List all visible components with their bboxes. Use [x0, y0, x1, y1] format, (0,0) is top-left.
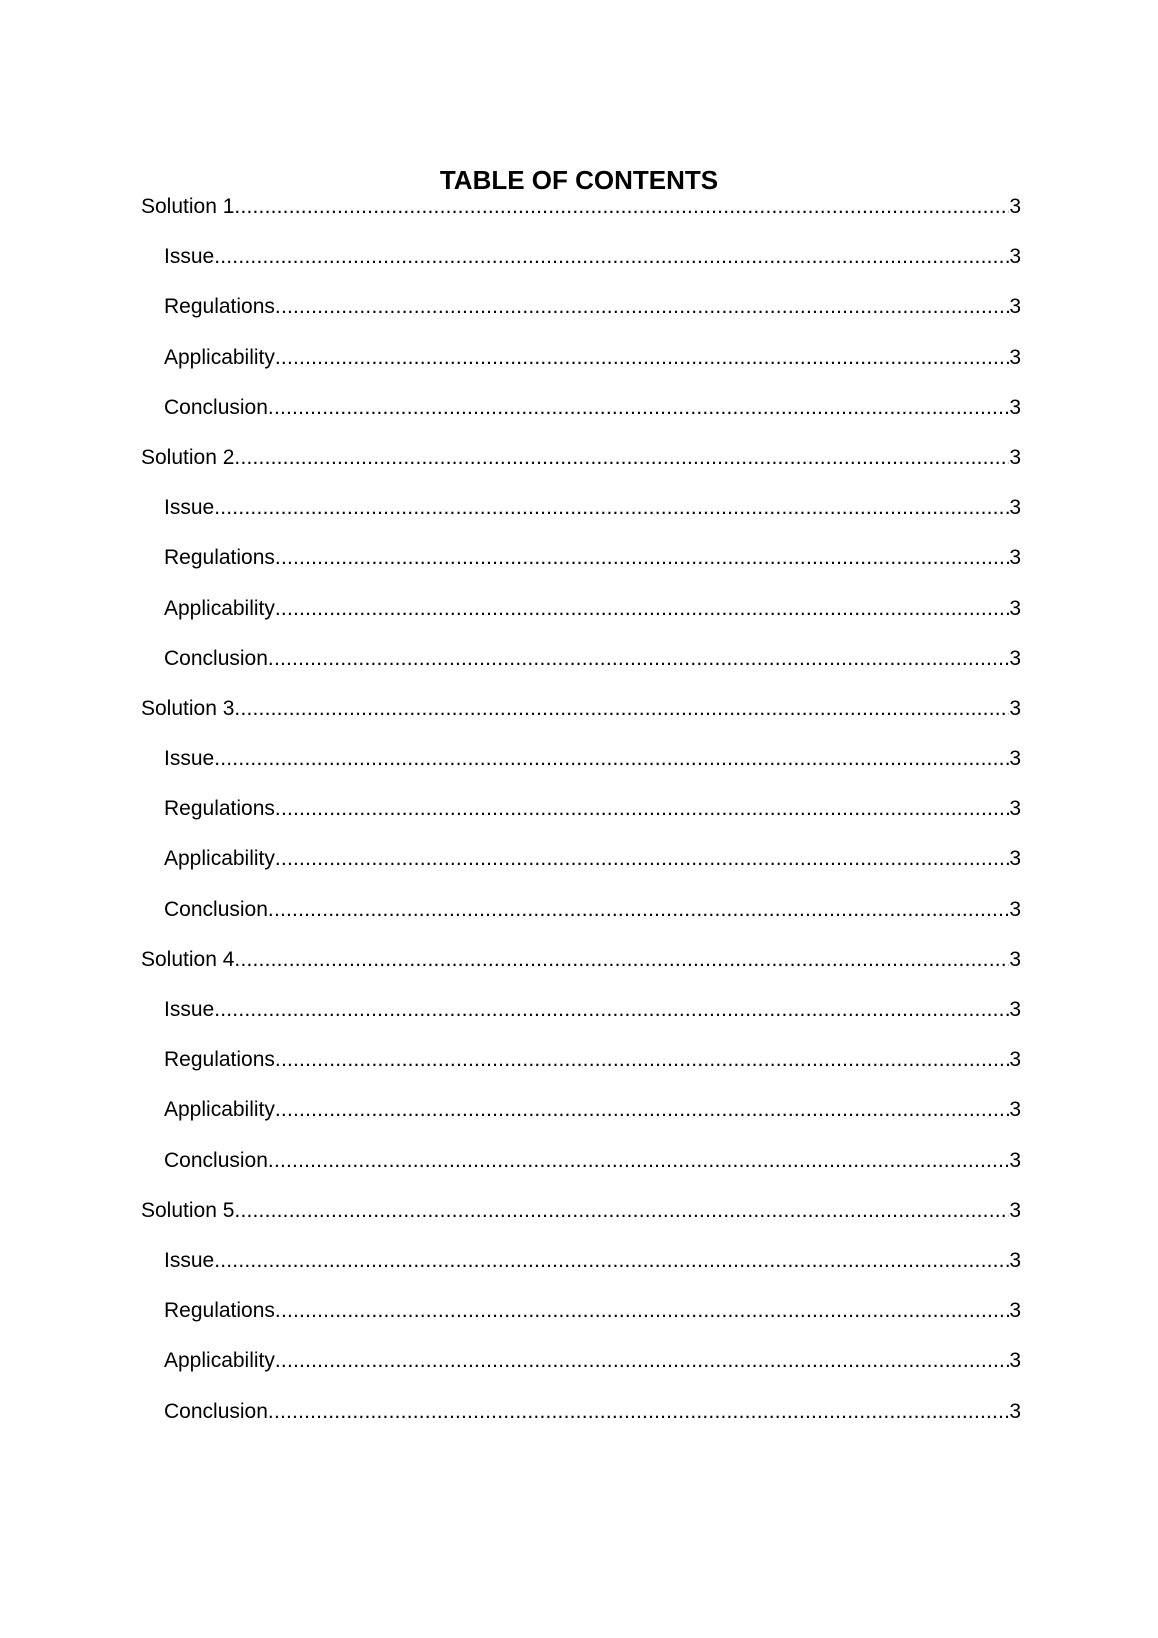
- toc-entry-subsection[interactable]: [0, 1148, 1158, 1198]
- dot-leader: [268, 1399, 1009, 1425]
- toc-page-number: 3: [1009, 1399, 1021, 1423]
- dot-leader: [275, 1298, 1009, 1324]
- toc-page-number: 3: [1009, 445, 1021, 469]
- toc-entry-label: Issue: [164, 496, 215, 520]
- toc-entry-label: Issue: [164, 998, 215, 1021]
- dot-leader: [214, 244, 1009, 270]
- toc-entry-row: [164, 1298, 1021, 1324]
- toc-page-number: 3: [1009, 1148, 1021, 1172]
- toc-entry-row: [164, 294, 1021, 320]
- toc-entry-label: Solution 1: [141, 195, 235, 218]
- toc-page-number: 3: [1009, 195, 1021, 218]
- dot-leader: [268, 897, 1009, 923]
- toc-entry-label: Applicability: [164, 1098, 275, 1122]
- toc-page-number: 3: [1009, 696, 1021, 720]
- dot-leader: [234, 194, 1009, 220]
- dot-leader: [214, 997, 1009, 1023]
- toc-entry-label: Solution 3: [141, 696, 235, 720]
- dot-leader: [275, 596, 1009, 622]
- toc-page-number: 3: [1009, 847, 1021, 871]
- toc-entry-label: Conclusion: [164, 1148, 268, 1172]
- toc-entry-subsection[interactable]: [0, 846, 1158, 896]
- dot-leader: [275, 846, 1009, 872]
- toc-entry-row: [164, 1148, 1021, 1174]
- toc-entry-subsection[interactable]: [0, 1047, 1158, 1097]
- dot-leader: [275, 1348, 1009, 1374]
- toc-entry-label: Issue: [164, 1248, 215, 1272]
- toc-page-number: 3: [1009, 395, 1021, 419]
- toc-entry-label: Regulations: [164, 546, 275, 570]
- toc-entry-row: [164, 1097, 1021, 1123]
- toc-entry-subsection[interactable]: [0, 1348, 1158, 1398]
- toc-title: TABLE OF CONTENTS: [439, 165, 719, 195]
- dot-leader: [275, 1047, 1009, 1073]
- toc-entry-row: [164, 596, 1021, 622]
- toc-entry-subsection[interactable]: [0, 545, 1158, 595]
- toc-entry-row: [164, 545, 1021, 571]
- toc-entry-row: [164, 395, 1021, 421]
- toc-entry-label: Applicability: [164, 847, 275, 871]
- dot-leader: [268, 1148, 1009, 1174]
- toc-entry-subsection[interactable]: [0, 1298, 1158, 1348]
- toc-entry-row: [164, 897, 1021, 923]
- toc-entry-row: [164, 846, 1021, 872]
- dot-leader: [275, 545, 1009, 571]
- toc-page-number: 3: [1009, 1198, 1021, 1222]
- toc-page-number: 3: [1009, 998, 1021, 1021]
- toc-entry-subsection[interactable]: [0, 897, 1158, 947]
- toc-entry-label: Applicability: [164, 345, 275, 369]
- toc-entry-subsection[interactable]: [0, 796, 1158, 846]
- toc-page-number: 3: [1009, 596, 1021, 620]
- toc-entry-row: [141, 947, 1021, 973]
- toc-entry-subsection[interactable]: [0, 294, 1158, 344]
- toc-entry-subsection[interactable]: [0, 596, 1158, 646]
- toc-page-number: 3: [1009, 496, 1021, 520]
- dot-leader: [234, 1198, 1009, 1224]
- toc-entry-section[interactable]: [0, 194, 1158, 244]
- toc-entry-label: Conclusion: [164, 897, 268, 921]
- toc-entry-row: [141, 1198, 1021, 1224]
- toc-entry-subsection[interactable]: [0, 1248, 1158, 1298]
- toc-entry-subsection[interactable]: [0, 1399, 1158, 1449]
- toc-entry-label: Issue: [164, 747, 215, 771]
- dot-leader: [275, 345, 1009, 371]
- dot-leader: [214, 1248, 1009, 1274]
- dot-leader: [214, 495, 1009, 521]
- toc-entry-label: Solution 5: [141, 1198, 235, 1222]
- toc-entry-label: Conclusion: [164, 1399, 268, 1423]
- toc-entry-row: [141, 445, 1021, 471]
- toc-entry-section[interactable]: [0, 947, 1158, 997]
- toc-entry-row: [164, 244, 1021, 270]
- toc-entry-subsection[interactable]: [0, 1097, 1158, 1147]
- toc-page-number: 3: [1009, 797, 1021, 821]
- toc-entry-subsection[interactable]: [0, 997, 1158, 1047]
- toc-entry-label: Solution 4: [141, 947, 235, 971]
- toc-entry-label: Regulations: [164, 1299, 275, 1323]
- toc-entry-section[interactable]: [0, 1198, 1158, 1248]
- toc-entry-subsection[interactable]: [0, 345, 1158, 395]
- toc-entry-label: Solution 2: [141, 445, 235, 469]
- toc-entry-row: [164, 997, 1021, 1023]
- toc-entry-label: Issue: [164, 245, 215, 269]
- toc-list: [0, 194, 1158, 1449]
- toc-entry-subsection[interactable]: [0, 395, 1158, 445]
- toc-entry-subsection[interactable]: [0, 646, 1158, 696]
- toc-entry-row: [164, 646, 1021, 672]
- dot-leader: [234, 696, 1009, 722]
- toc-entry-row: [164, 1248, 1021, 1274]
- toc-page-number: 3: [1009, 1248, 1021, 1272]
- toc-page-number: 3: [1009, 897, 1021, 921]
- toc-page-number: 3: [1009, 1349, 1021, 1373]
- toc-entry-subsection[interactable]: [0, 244, 1158, 294]
- dot-leader: [214, 746, 1009, 772]
- toc-page-number: 3: [1009, 747, 1021, 771]
- toc-entry-subsection[interactable]: [0, 495, 1158, 545]
- dot-leader: [268, 395, 1009, 421]
- toc-entry-row: [164, 796, 1021, 822]
- toc-page-number: 3: [1009, 1299, 1021, 1323]
- toc-entry-label: Applicability: [164, 1349, 275, 1373]
- toc-entry-section[interactable]: [0, 696, 1158, 746]
- toc-entry-label: Applicability: [164, 596, 275, 620]
- toc-entry-row: [164, 345, 1021, 371]
- dot-leader: [275, 1097, 1009, 1123]
- toc-entry-row: [164, 746, 1021, 772]
- toc-entry-label: Conclusion: [164, 395, 268, 419]
- toc-page-number: 3: [1009, 1098, 1021, 1122]
- toc-entry-label: Regulations: [164, 1048, 275, 1072]
- dot-leader: [268, 646, 1009, 672]
- dot-leader: [234, 445, 1009, 471]
- dot-leader: [234, 947, 1009, 973]
- toc-entry-label: Conclusion: [164, 646, 268, 670]
- toc-entry-label: Regulations: [164, 295, 275, 319]
- toc-entry-subsection[interactable]: [0, 746, 1158, 796]
- dot-leader: [275, 294, 1009, 320]
- toc-entry-row: [141, 696, 1021, 722]
- toc-page-number: 3: [1009, 345, 1021, 369]
- toc-page-number: 3: [1009, 546, 1021, 570]
- toc-page-number: 3: [1009, 947, 1021, 971]
- toc-page-number: 3: [1009, 245, 1021, 269]
- toc-page-number: 3: [1009, 1048, 1021, 1072]
- toc-entry-row: [164, 495, 1021, 521]
- toc-entry-row: [141, 194, 1021, 220]
- toc-entry-row: [164, 1047, 1021, 1073]
- toc-entry-label: Regulations: [164, 797, 275, 821]
- toc-entry-row: [164, 1399, 1021, 1425]
- toc-page-number: 3: [1009, 646, 1021, 670]
- toc-page-number: 3: [1009, 295, 1021, 319]
- dot-leader: [275, 796, 1009, 822]
- toc-entry-row: [164, 1348, 1021, 1374]
- toc-entry-section[interactable]: [0, 445, 1158, 495]
